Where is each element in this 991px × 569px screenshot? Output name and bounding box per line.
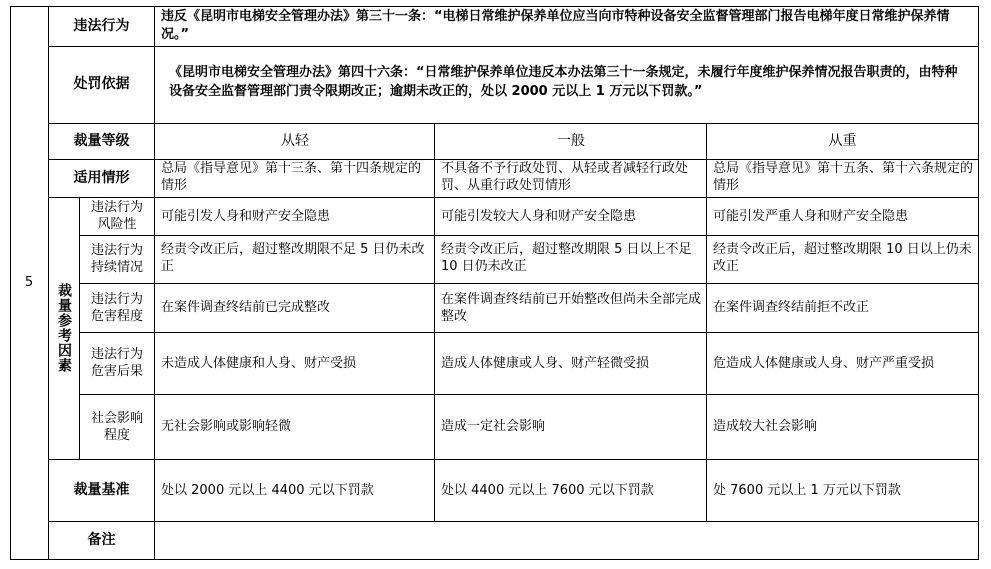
grid-line bbox=[10, 6, 11, 559]
grid-line bbox=[434, 123, 435, 521]
grid-line bbox=[48, 46, 979, 47]
baseline-label: 裁量基准 bbox=[73, 481, 130, 498]
grade-heavy: 从重 bbox=[828, 132, 857, 149]
grade-normal: 一般 bbox=[557, 132, 585, 149]
grid-line bbox=[706, 123, 707, 521]
grid-line bbox=[48, 159, 979, 160]
applicable-heavy: 总局《指导意见》第十五条、第十六条规定的情形 bbox=[713, 161, 974, 193]
grid-line bbox=[79, 197, 80, 459]
factors-label-cell bbox=[48, 197, 79, 459]
factors-label: 裁量参考因素 bbox=[56, 283, 72, 373]
grid-line bbox=[48, 123, 979, 124]
applicable-normal: 不具备不予行政处罚、从轻或者减轻行政处罚、从重行政处罚情形 bbox=[441, 161, 689, 193]
factor-heavy: 在案件调查终结前拒不改正 bbox=[713, 300, 870, 315]
grid-line bbox=[79, 332, 979, 333]
factor-light: 在案件调查终结前已完成整改 bbox=[161, 300, 331, 315]
grid-line bbox=[79, 235, 979, 236]
factor-name: 违法行为持续情况 bbox=[90, 243, 143, 275]
baseline-light: 处以 2000 元以上 4400 元以下罚款 bbox=[161, 482, 374, 498]
factor-heavy: 危造成人体健康或人身、财产严重受损 bbox=[713, 355, 935, 371]
factor-normal: 造成一定社会影响 bbox=[441, 419, 546, 434]
grid-line bbox=[48, 6, 49, 559]
applicable-label: 适用情形 bbox=[73, 169, 130, 186]
factor-light: 可能引发人身和财产安全隐患 bbox=[161, 208, 331, 224]
factor-name: 违法行为风险性 bbox=[90, 200, 143, 232]
factor-light: 经责令改正后，超过整改期限不足 5 日仍未改正 bbox=[161, 242, 425, 274]
remark-text bbox=[155, 521, 978, 559]
grid-line bbox=[79, 394, 979, 395]
factor-normal: 经责令改正后，超过整改期限 5 日以上不足 10 日仍未改正 bbox=[441, 242, 692, 274]
baseline-heavy: 处 7600 元以上 1 万元以下罚款 bbox=[713, 482, 901, 498]
factor-heavy: 可能引发严重人身和财产安全隐患 bbox=[713, 208, 909, 224]
baseline-normal: 处以 4400 元以上 7600 元以下罚款 bbox=[441, 482, 654, 498]
basis-label: 处罚依据 bbox=[73, 76, 130, 92]
factor-normal: 造成人体健康或人身、财产轻微受损 bbox=[441, 355, 650, 371]
violation-text: 违反《昆明市电梯安全管理办法》第三十一条：“电梯日常维护保养单位应当向市特种设备安全监督管理部门报告电梯年度日常维护保养情况。” bbox=[161, 9, 950, 42]
applicable-light: 总局《指导意见》第十三条、第十四条规定的情形 bbox=[161, 161, 422, 193]
factor-heavy: 造成较大社会影响 bbox=[713, 419, 818, 434]
factor-heavy: 经责令改正后，超过整改期限 10 日以上仍未改正 bbox=[713, 242, 972, 274]
grid-line bbox=[48, 521, 979, 522]
grid-line bbox=[10, 559, 979, 560]
factor-light: 无社会影响或影响轻微 bbox=[161, 419, 292, 434]
factor-normal: 在案件调查终结前已开始整改但尚未全部完成整改 bbox=[441, 291, 702, 324]
factor-light: 未造成人体健康和人身、财产受损 bbox=[161, 355, 357, 371]
violation-label: 违法行为 bbox=[73, 17, 130, 34]
factor-name: 违法行为危害后果 bbox=[90, 347, 143, 379]
factor-normal: 可能引发较大人身和财产安全隐患 bbox=[441, 208, 637, 224]
grid-line bbox=[48, 197, 979, 198]
factor-name: 违法行为危害程度 bbox=[90, 291, 143, 324]
grid-line bbox=[79, 283, 979, 284]
remark-label: 备注 bbox=[87, 531, 116, 548]
grade-light: 从轻 bbox=[281, 132, 309, 149]
factor-name: 社会影响程度 bbox=[90, 410, 143, 443]
grid-line bbox=[10, 6, 979, 7]
grade-label: 裁量等级 bbox=[73, 132, 130, 149]
basis-text: 《昆明市电梯安全管理办法》第四十六条：“日常维护保养单位违反本办法第三十一条规定，未履行年度维护保养情况报告职责的，由特种设备安全监督管理部门责令限期改正；逾期未改正的，处以 2000 元以上 1 万元以下罚款。” bbox=[169, 65, 958, 99]
grid-line bbox=[48, 459, 979, 460]
row-number: 5 bbox=[24, 275, 34, 290]
